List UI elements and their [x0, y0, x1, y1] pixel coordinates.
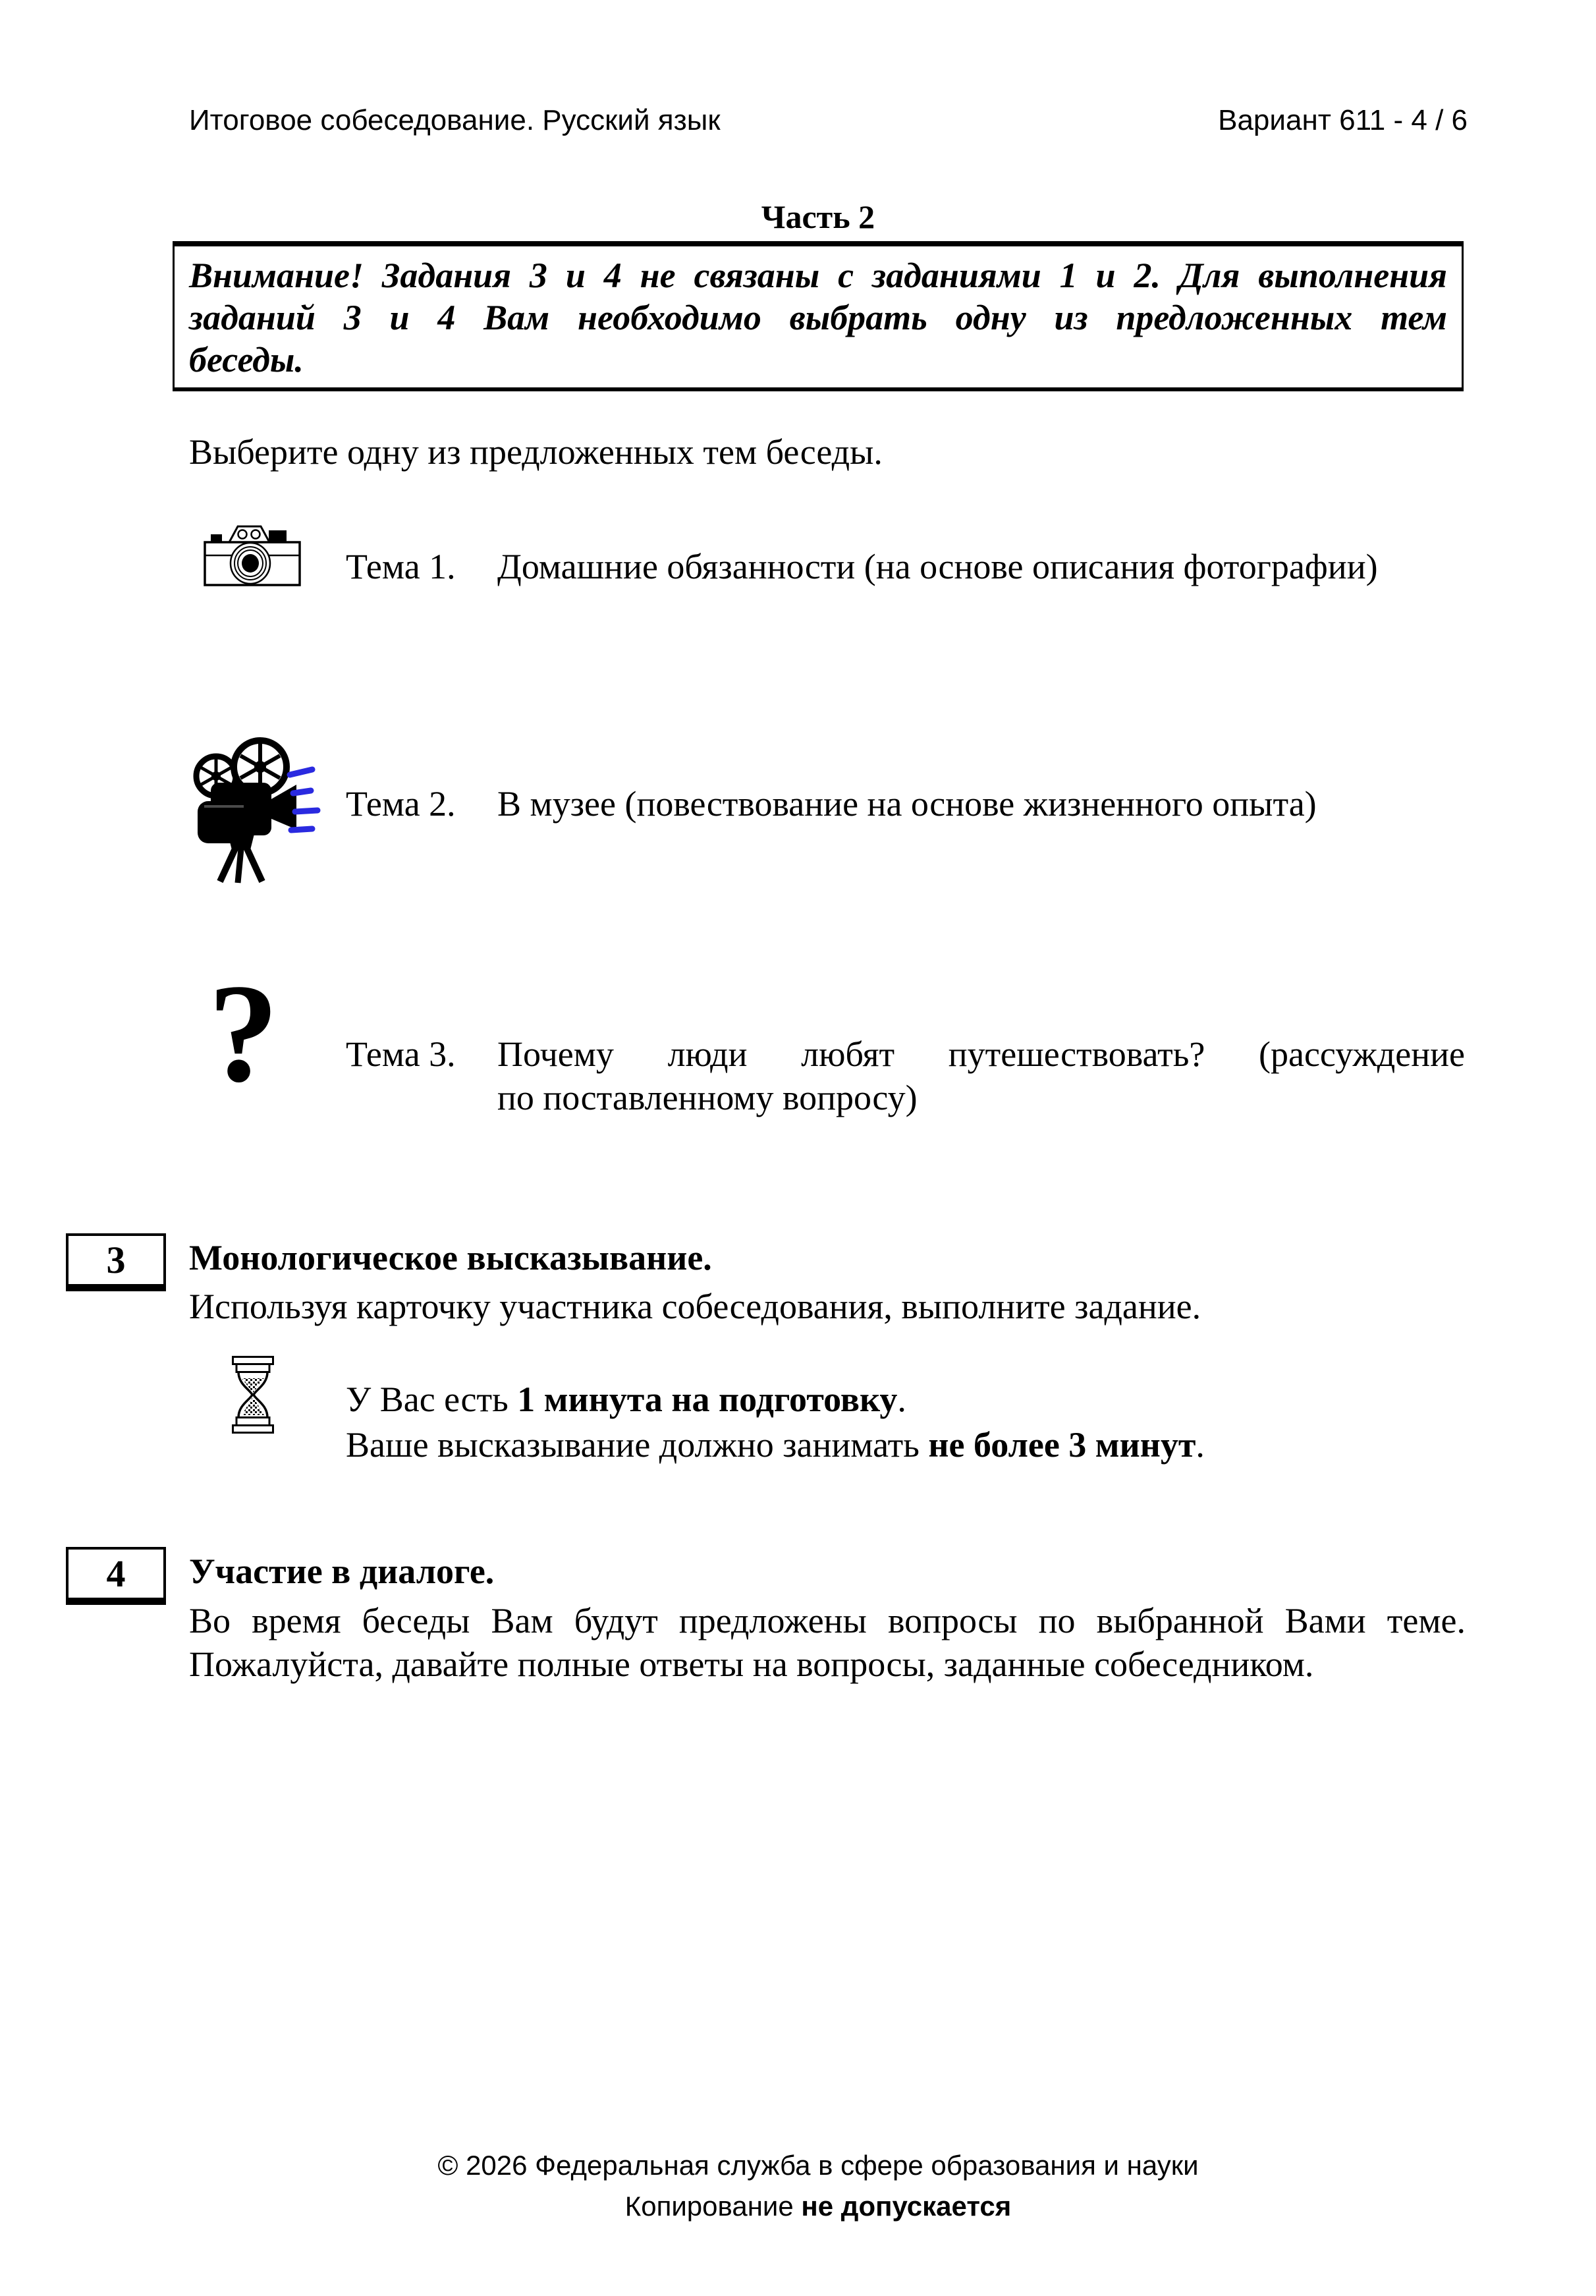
task-3-number-box	[66, 1233, 166, 1291]
topic-3-label: Тема 3.	[346, 1034, 456, 1074]
hourglass-icon	[232, 1356, 274, 1434]
timer-line-2-text: Ваше высказывание должно занимать	[346, 1425, 929, 1465]
header-title: Итоговое собеседование. Русский язык	[189, 104, 721, 136]
footer-copyright: © 2026 Федеральная служба в сфере образования и науки	[437, 2150, 1199, 2181]
topic-2-label: Тема 2.	[346, 784, 456, 824]
topic-3-text-line2: по поставленному вопросу)	[497, 1078, 918, 1117]
header-variant: Вариант 611 - 4 / 6	[1218, 104, 1468, 136]
timer-line-2	[346, 1423, 1205, 1467]
topic-3-text-line1: Почему люди любят путешествовать? (рассуждение	[497, 1034, 1465, 1074]
timer-line-2-end: .	[1196, 1425, 1205, 1465]
timer-line-1-end: .	[897, 1380, 906, 1419]
task-4-line2: Пожалуйста, давайте полные ответы на вопросы, заданные собеседником.	[189, 1644, 1314, 1684]
part-title: Часть 2	[761, 198, 875, 235]
footer-notice-bold: не допускается	[801, 2191, 1012, 2222]
photo-camera-icon	[203, 522, 302, 588]
task-4-line1: Во время беседы Вам будут предложены вопросы по выбранной Вами теме.	[189, 1601, 1466, 1640]
intro-text: Выберите одну из предложенных тем беседы.	[189, 432, 883, 472]
movie-camera-icon	[190, 737, 321, 887]
task-4-number-box	[66, 1547, 166, 1605]
task-3-number: 3	[106, 1239, 126, 1281]
topic-2-text: В музее (повествование на основе жизненного опыта)	[497, 784, 1317, 824]
warning-line: Внимание! Задания 3 и 4 не связаны с заданиями 1 и 2. Для выполнения	[189, 256, 1447, 295]
timer-line-1-text: У Вас есть	[346, 1380, 518, 1419]
task-4-body	[189, 1599, 1466, 1686]
footer	[173, 2145, 1464, 2227]
task-4-number: 4	[106, 1552, 126, 1595]
topic-1-label: Тема 1.	[346, 547, 456, 586]
task-3-subtext: Используя карточку участника собеседования, выполните задание.	[189, 1287, 1201, 1326]
task-3-heading: Монологическое высказывание.	[189, 1238, 712, 1277]
topic-1-text: Домашние обязанности (на основе описания фотографии)	[497, 547, 1378, 586]
warning-line: заданий 3 и 4 Вам необходимо выбрать одну из предложенных тем	[189, 298, 1447, 337]
timer-line-1-bold: 1 минута на подготовку	[517, 1380, 898, 1419]
timer-line-2-bold: не более 3 минут	[928, 1425, 1196, 1465]
footer-notice-text: Копирование	[624, 2191, 802, 2222]
task-4-heading: Участие в диалоге.	[189, 1552, 495, 1591]
timer-line-1	[346, 1378, 906, 1421]
topic-3-text	[497, 1032, 1465, 1119]
warning-line: беседы.	[189, 340, 304, 379]
question-mark-icon: ?	[208, 955, 279, 1111]
warning-box	[173, 241, 1464, 391]
footer-notice	[173, 2186, 1464, 2227]
